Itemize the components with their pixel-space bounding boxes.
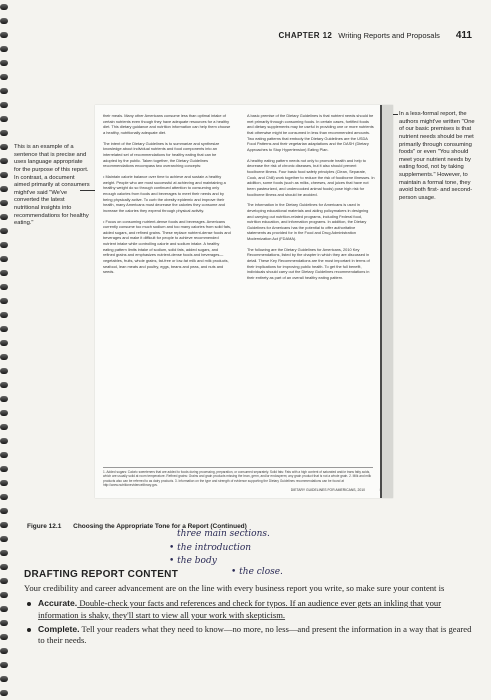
bullet-term: Complete. bbox=[38, 623, 80, 634]
report-footnotes: 1. Added sugars: Caloric sweeteners that are added to foods during processing, preparation, or consumed separately. Solid fats: Fats with a high content of saturated and/or trans fatty acids, which are usually solid at room temperature. Refined grains: Grains and grain products missing the bran, germ, and/or endosperm; any grain product that is not a whole grain. 2. Milk and milk products also can be referred to as dairy products. 3. Information on the type and strength of evidence supporting the Dietary Guidelines recommendations can be found at http://www.nutritionevidencelibrary.gov. bbox=[103, 467, 373, 488]
handwritten-note: three main sections. bbox=[177, 529, 270, 539]
page-header bbox=[260, 30, 472, 41]
handwritten-note: • the close. bbox=[231, 567, 283, 577]
report-paragraph: • Focus on consuming nutrient-dense foods and beverages. Americans currently consume too much sodium and too many calories from solid fats, added sugars, and refined grains. These replace nutrient-dense foods and beverages and make it difficult for people to achieve recommended nutrient intake while controlling calorie and sodium intake. A healthy eating pattern limits intake of sodium, solid fats, added sugars, and refined grains and emphasizes nutrient-dense foods and beverages—vegetables, fruits, whole grains, fat-free or low-fat milk and milk products, seafood, lean meats and poultry, eggs, beans and peas, and nuts and seeds. bbox=[103, 218, 232, 275]
margin-note-right: In a less-formal report, the authors might've written "One of our basic premises is that nutrient needs should be met primarily through consuming foods" or even "You should meet your nutrient needs by eating food, not by taking supplements." However, to maintain a formal tone, they avoid both first- and second-person usage. bbox=[399, 111, 475, 202]
list-item bbox=[24, 598, 474, 622]
handwritten-note: • the body bbox=[169, 556, 217, 566]
chapter-subtitle: Writing Reports and Proposals bbox=[338, 31, 440, 40]
content-requirements-list bbox=[24, 598, 474, 647]
bullet-text: Tell your readers what they need to know—no more, no less—and present the information in a way that is geared to their needs. bbox=[38, 623, 472, 646]
page-number: 411 bbox=[455, 30, 472, 41]
handwritten-note: • the introduction bbox=[169, 543, 252, 553]
figure-title: Choosing the Appropriate Tone for a Report (Continued) bbox=[73, 523, 247, 530]
figure-number: Figure 12.1 bbox=[27, 523, 62, 530]
section-heading: DRAFTING REPORT CONTENT bbox=[24, 569, 179, 580]
margin-note-left: This is an example of a sentence that is precise and uses language appropriate for the purpose of this report. In contrast, a document aimed primarily at consumers might've said "We've converted the latest nutritional insights into recommendations for healthy eating." bbox=[14, 144, 90, 227]
report-paragraph: their meals. Many other Americans consume less than optimal intake of certain nutrients even though they have adequate resources for a healthy diet. This dietary guidance and nutrition information can help them choose a healthy, nutritionally adequate diet. bbox=[103, 113, 231, 135]
report-paragraph: • Maintain calorie balance over time to achieve and sustain a healthy weight. People who are most successful at achieving and maintaining a healthy weight do so through continued attention to consuming only enough calories from foods and beverages to meet their needs and by being physically active. To curb the obesity epidemic and improve their health, many Americans must decrease the calories they consume and increase the calories they expend through physical activity. bbox=[103, 173, 226, 213]
section-intro: Your credibility and career advancement are on the line with every business report you write, so make sure your content is bbox=[24, 583, 445, 593]
report-shadow bbox=[382, 105, 393, 498]
list-item bbox=[24, 624, 474, 648]
section-body bbox=[24, 583, 474, 649]
report-paragraph: The intent of the Dietary Guidelines is to summarize and synthesize knowledge about individual nutrients and food components into an interrelated set of recommendations for healthy eating that can be adopted by the public. Taken together, the Dietary Guidelines recommendations encompass two overarching concepts: bbox=[103, 140, 220, 169]
report-paragraph: A healthy eating pattern needs not only to promote health and help to decrease the risk of chronic diseases, but it also should prevent foodborne illness. Four basic food safety principles (Clean, Separate, Cook, and Chill) work together to reduce the risk of foodborne illnesses. In addition, some foods (such as milks, cheeses, and juices that have not been pasteurized, and undercooked animal foods) pose high risk for foodborne illness and should be avoided. bbox=[247, 157, 375, 197]
spiral-binding bbox=[0, 0, 9, 700]
report-paragraph: The information in the Dietary Guidelines for Americans is used in developing educational materials and aiding policymakers in designing and carrying out nutrition-related programs, including Federal food, nutrition education, and information programs. In addition, the Dietary Guidelines for Americans has the potential to offer authoritative statements as provided for in the Food and Drug Administration Modernization Act (FDAMA). bbox=[247, 202, 369, 242]
report-paragraph: The following are the Dietary Guidelines for Americans, 2010 Key Recommendations, listed by the chapter in which they are discussed in detail. These Key Recommendations are the most important in terms of their implications for improving public health. To get the full benefit, individuals should carry out the Dietary Guidelines recommendations in their entirety as part of an overall healthy eating pattern. bbox=[247, 246, 370, 281]
report-column-right bbox=[247, 113, 375, 286]
report-column-left bbox=[103, 113, 231, 280]
bullet-text: Double-check your facts and references and check for typos. If an audience ever gets an inkling that your information is shaky, they'll start to view all your work with skepticism. bbox=[38, 597, 442, 620]
chapter-label: CHAPTER 12 bbox=[278, 31, 333, 40]
report-footer: DIETARY GUIDELINES FOR AMERICANS, 2010 bbox=[290, 488, 365, 492]
report-excerpt bbox=[95, 105, 393, 498]
bullet-term: Accurate. bbox=[38, 597, 78, 608]
report-paragraph: A basic premise of the Dietary Guidelines is that nutrient needs should be met primarily through consuming foods. In certain cases, fortified foods and dietary supplements may be useful in providing one or more nutrients that otherwise might be consumed in less than recommended amounts. Two eating patterns that embody the Dietary Guidelines are the USDA Food Patterns and their vegetarian adaptations and the DASH (Dietary Approaches to Stop Hypertension) Eating Plan. bbox=[247, 113, 374, 152]
